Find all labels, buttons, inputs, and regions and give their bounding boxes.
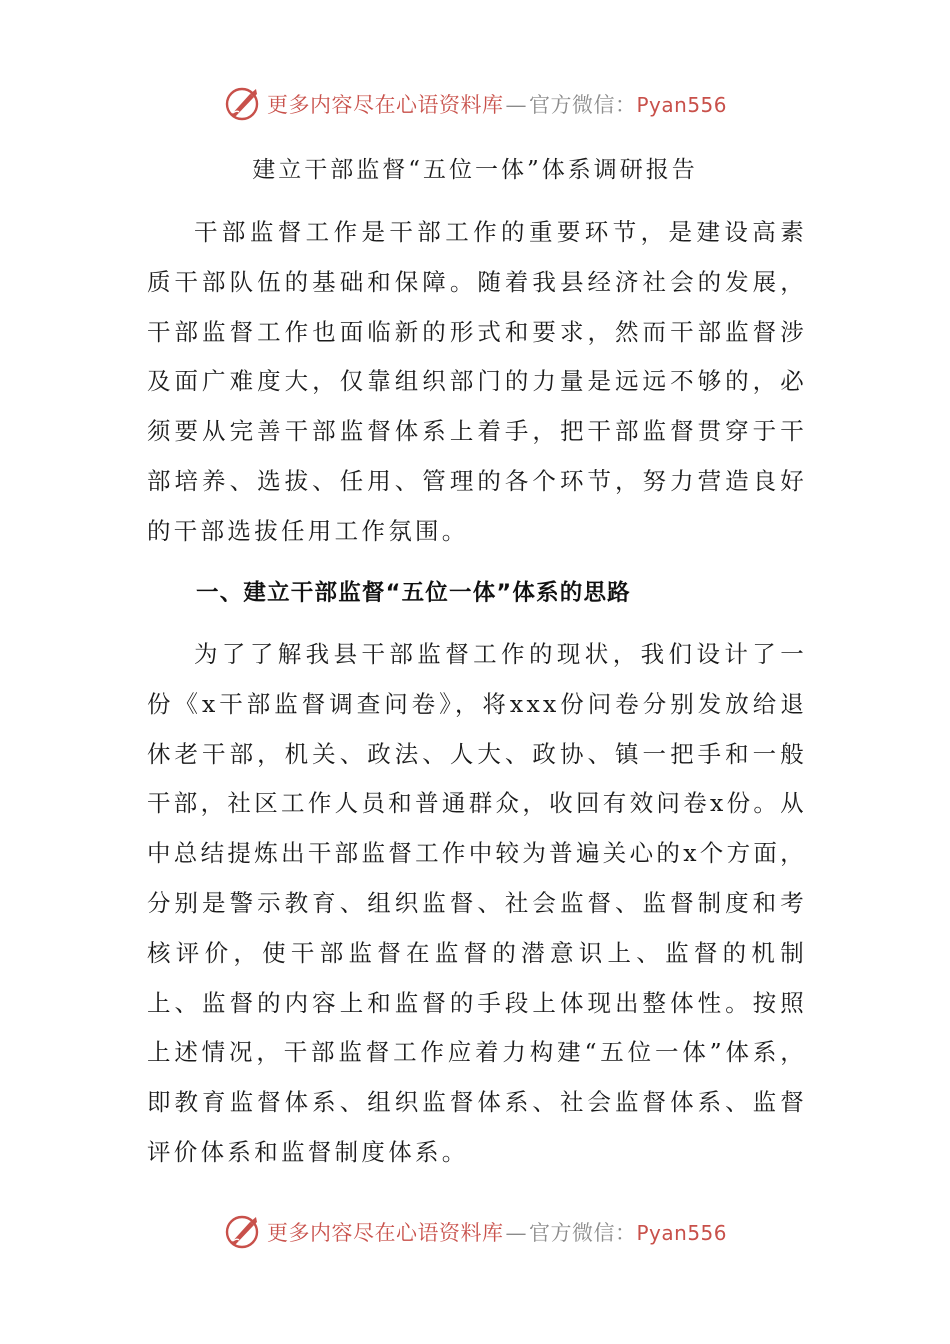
watermark-official-label: 官方微信： [528,93,637,117]
watermark-official-label: 官方微信： [528,1221,637,1245]
watermark-dash: — [505,1221,527,1245]
section-heading-1: 一、建立干部监督“五位一体”体系的思路 [196,580,631,606]
quill-pen-logo-icon [223,85,261,123]
footer-watermark-banner [0,1210,950,1254]
header-watermark-banner [0,82,950,126]
watermark-wechat-id: Pyan556 [636,1221,727,1245]
section-1-paragraph: 为了了解我县干部监督工作的现状，我们设计了一份《x干部监督调查问卷》，将xxx份问卷分别发放给退休老干部，机关、政法、人大、政协、镇一把手和一般干部，社区工作人员和普通群众，收回有效问卷x份。从中总结提炼出干部监督工作中较为普遍关心的x个方面，分别是警示教育、组织监督、社会监督、监督制度和考核评价，使干部监督在监督的潜意识上、监督的机制上、监督的内容上和监督的手段上体现出整体性。按照上述情况，干部监督工作应着力构建“五位一体”体系，即教育监督体系、组织监督体系、社会监督体系、监督评价体系和监督制度体系。 [147,640,807,1166]
watermark-text [267,1217,727,1247]
quill-pen-logo-icon [223,1213,261,1251]
watermark-wechat-id: Pyan556 [636,93,727,117]
watermark-text [267,89,727,119]
document-title: 建立干部监督“五位一体”体系调研报告 [252,157,698,183]
watermark-brand: 更多内容尽在心语资料库 [266,93,504,117]
watermark-brand: 更多内容尽在心语资料库 [266,1221,504,1245]
intro-paragraph: 干部监督工作是干部工作的重要环节，是建设高素质干部队伍的基础和保障。随着我县经济社会的发展，干部监督工作也面临新的形式和要求，然而干部监督涉及面广难度大，仅靠组织部门的力量是远远不够的，必须要从完善干部监督体系上着手，把干部监督贯穿于干部培养、选拔、任用、管理的各个环节，努力营造良好的干部选拔任用工作氛围。 [147,218,807,545]
watermark-dash: — [505,93,527,117]
